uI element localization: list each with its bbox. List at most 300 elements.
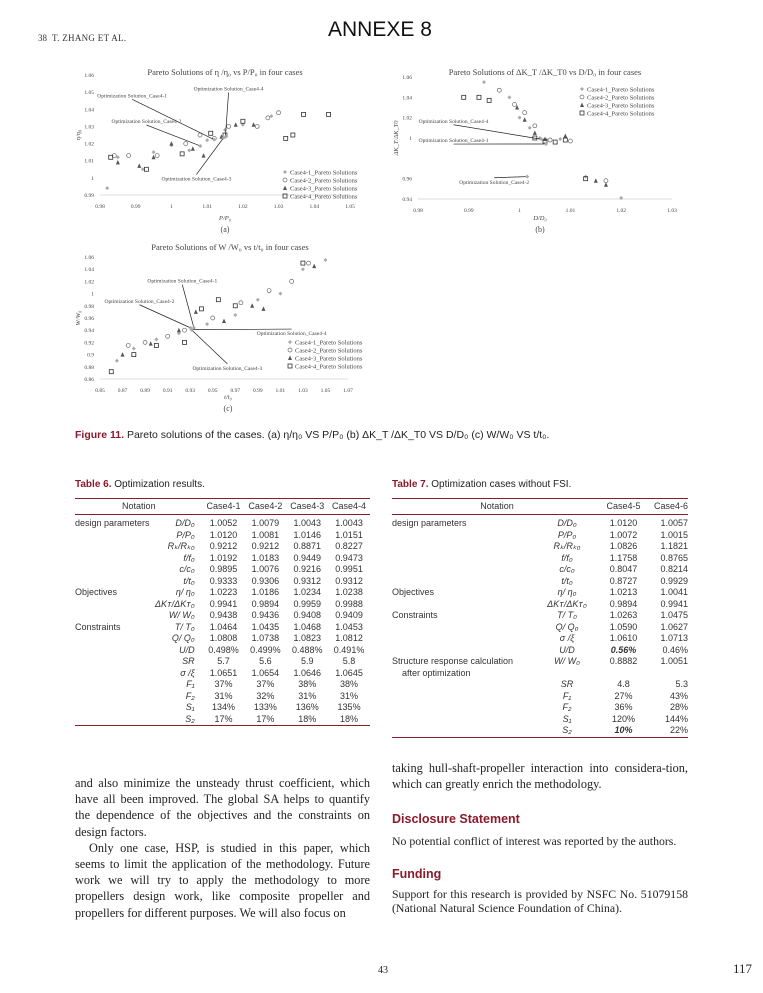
table-cell: 1.0590 [609,621,638,632]
table-row [392,515,688,530]
page-number-right: 117 [733,961,753,976]
annotation-label: Optimization Solution_Case4-3 [192,365,263,372]
table-cell: 1.0475 [660,610,688,620]
table-cell: 1.0015 [660,529,688,540]
data-point [277,111,281,115]
x-tick-label: 1.05 [345,204,355,210]
row-group [75,576,155,588]
table-cell: 1.0120 [609,518,638,528]
table-cell: 1.0713 [660,633,688,643]
data-point [132,353,136,357]
table-cell: 5.9 [300,656,314,666]
data-point [533,124,537,128]
legend-marker [288,340,292,344]
data-point [507,95,511,99]
legend-entry: Case4-4_Pareto Solutions [295,363,363,371]
data-point [180,152,184,156]
table-cell: 38% [298,679,317,689]
table-cell: 0.8214 [660,564,688,574]
table-cell: 1.0041 [660,587,688,597]
data-point [553,140,557,144]
row-group [75,610,155,622]
table-row [392,553,688,565]
table-cell: 5.3 [675,679,688,689]
row-notation: U/D [559,644,575,655]
table-cell: 18% [298,713,317,724]
table7-title [392,479,571,490]
table-row [75,679,370,691]
data-point [187,148,191,152]
table-cell: 1.0052 [209,518,238,528]
table-cell: 0.9306 [251,575,280,586]
row-group [392,564,532,576]
data-point [518,116,522,120]
row-group [75,599,155,611]
y-tick-label: 0.92 [84,340,94,347]
data-point [290,279,294,283]
row-group [75,541,155,553]
data-point [127,154,131,158]
legend-marker [580,111,584,115]
row-group [75,564,155,576]
paragraph: and also minimize the unsteady thrust coefficient, which have all been improved. The global SA helps to quantify the dependence of the objectives and the constraints on design factors. [75,776,370,839]
row-notation: f/f₀ [561,552,573,563]
row-notation: σ /ξ [559,633,575,643]
legend-marker [580,87,584,91]
body-text-right [392,760,688,915]
y-tick-label: 1 [409,136,412,142]
legend-entry: Case4-3_Pareto Solutions [290,185,358,193]
row-notation: F₁ [562,690,572,701]
x-tick-label: 0.91 [162,388,173,394]
row-notation: σ /ξ [180,667,195,678]
data-point [233,304,237,308]
table-row [392,610,688,622]
x-tick-label: 1.05 [320,388,331,394]
data-point [477,95,481,99]
data-point [487,98,491,102]
legend-marker [283,194,287,198]
table-cell: 0.9409 [335,610,363,620]
legend-marker [288,356,292,361]
y-tick-label: 0.88 [84,364,94,371]
row-notation: P/P₀ [176,529,195,540]
data-point [252,122,256,127]
x-tick-label: 1.04 [309,204,320,210]
table-cell: 0.9941 [660,598,688,609]
data-point [202,153,206,158]
table-cell: 0.9436 [251,610,280,620]
table-cell: 120% [611,713,636,724]
legend-marker [283,170,287,174]
data-point [154,337,158,341]
table-cell: 0.8871 [293,541,321,551]
table-row [392,587,688,599]
annotation-label: Optimization Solution_Case4-4 [418,118,489,125]
x-tick-label: 1.03 [273,204,284,210]
page-number-header: 38 [38,33,47,43]
y-tick-label: 0.98 [84,303,94,310]
running-head: T. ZHANG ET AL. [52,33,127,43]
table-cell: 1.0120 [209,529,238,540]
row-group [392,691,532,703]
y-axis-label: W/W₀ [75,310,82,326]
table-cell: 0.8765 [660,552,688,563]
legend-entry: Case4-4_Pareto Solutions [587,110,655,118]
table-cell: 0.9894 [251,598,280,609]
data-point [239,301,243,305]
data-point [152,150,156,154]
row-group: Objectives [392,587,435,597]
row-group [75,714,155,726]
x-tick-label: 0.97 [230,388,241,394]
table-row [75,515,370,530]
table-row [75,610,370,622]
data-point [191,146,195,151]
table-cell: 0.9312 [335,575,363,586]
x-tick-label: 0.98 [413,208,423,214]
table-cell: 1.0826 [609,541,638,551]
y-tick-label: 1.04 [84,267,94,274]
table-cell: 1.0183 [251,552,280,563]
data-point [604,182,608,187]
row-group [392,633,532,645]
row-notation: Rₖ/Rₖ₀ [553,541,581,551]
paragraph: Only one case, HSP, is studied in this paper, which seems to limit the application of the methodology. Future work we will try to apply the methodology to more propellers design work, like composite propeller and propellers for different purposes. We will also focus on [75,840,370,920]
table-row [75,668,370,680]
table-cell: 1.0651 [209,667,238,678]
page-number-center: 43 [378,965,388,976]
data-point [267,289,271,293]
table-cell: 1.0645 [335,667,363,678]
table-cell: 0.498% [208,644,239,655]
data-point [604,179,608,183]
table-cell: 17% [214,713,233,724]
data-point [121,352,125,357]
table-cell: 31% [340,690,359,701]
table-row [75,553,370,565]
annotation-label: Optimization Solution_Case4-1 [418,138,489,145]
table-row [392,702,688,714]
disclosure-text: No potential conflict of interest was reported by the authors. [392,833,677,848]
data-point [199,307,203,311]
table-cell: 1.0076 [251,564,280,574]
table-row [392,679,688,691]
data-point [216,298,220,302]
table-cell: 0.9449 [293,552,321,563]
y-tick-label: 1.05 [84,90,94,97]
table-cell: 1.0823 [293,633,321,643]
table-cell: 1.0627 [660,621,688,632]
row-notation: Rₖ/Rₖ₀ [167,541,195,551]
table-cell: 1.0453 [335,621,363,632]
table-cell: 5.8 [342,656,356,666]
optimal-point [544,142,548,146]
annotation-arrow [182,285,194,328]
data-point [302,112,306,116]
data-point [250,303,254,308]
table-cell: 5.6 [259,656,272,666]
table-row [75,587,370,599]
row-notation: D/D₀ [557,518,577,528]
row-group [75,691,155,703]
table-cell: 0.8047 [609,564,638,574]
table-row [75,564,370,576]
column-header: Notation [480,500,514,511]
row-notation: Q/ Q₀ [171,633,195,643]
row-notation: c/c₀ [559,564,575,574]
y-tick-label: 1.06 [84,73,94,79]
x-tick-label: 0.99 [130,204,141,210]
x-tick-label: 1.01 [275,388,286,394]
table-cell: 0.56% [610,644,637,655]
data-point [116,160,120,165]
table-row [392,530,688,542]
table-cell: 4.8 [617,679,630,689]
annotation-arrow [139,305,190,328]
x-axis-label: P/P₀ [218,215,232,222]
table-row [392,633,688,645]
table-cell: 22% [669,725,688,735]
row-group: design parameters [392,518,467,528]
y-tick-label: 0.99 [84,193,94,199]
annotation-label: Optimization Solution_Case4-1 [147,278,218,285]
table-cell: 31% [298,690,317,701]
table-cell: 1.0146 [293,529,321,540]
table-cell: 0.8727 [609,575,638,586]
table-row [75,633,370,645]
row-group [392,541,532,553]
row-notation: F₂ [185,690,195,701]
table-cell: 0.9895 [209,564,238,574]
row-group [392,599,532,611]
table-cell: 0.488% [291,644,323,655]
table-cell: 0.9473 [335,552,363,563]
column-header: Case4-2 [248,500,283,511]
table-cell: 0.491% [333,644,365,655]
data-point [194,309,198,314]
table-cell: 0.9951 [335,564,363,574]
table-cell: 1.0610 [609,633,638,643]
data-point [166,334,170,338]
x-tick-label: 1.01 [202,204,212,210]
table-cell: 10% [614,725,633,735]
data-point [497,88,501,92]
table-cell: 1.0043 [335,518,363,528]
row-group [392,714,532,726]
y-tick-label: 0.96 [402,176,412,183]
annotation-arrow [146,125,200,146]
y-tick-label: 1.04 [402,95,412,102]
data-point [323,258,327,262]
table-cell: 0.9408 [293,610,321,620]
row-group [75,702,155,714]
x-tick-label: 0.99 [463,208,474,214]
column-header: Case4-5 [606,500,641,511]
chart-2 [75,242,363,413]
optimal-point [212,138,216,142]
x-tick-label: 1.03 [667,208,677,214]
table-cell: 1.0072 [609,529,638,540]
panel-label: (b) [535,225,545,234]
x-tick-label: 0.93 [185,388,195,394]
funding-text: Support for this research is provided by NSFC No. 51079158 (National Natural Science Foundation of China). [392,887,688,916]
data-point [233,313,237,317]
table-cell: 1.0646 [293,667,321,678]
y-tick-label: 1.03 [84,124,94,131]
row-group [392,530,532,542]
row-group [392,725,532,737]
annotation-label: Optimization Solution_Case4-4 [193,86,264,93]
row-notation: S₁ [562,713,572,724]
x-tick-label: 1.03 [298,388,308,394]
data-point [563,138,567,142]
data-point [568,139,572,143]
column-header: Case4-1 [206,500,241,511]
table-row [75,576,370,588]
x-tick-label: 0.99 [253,388,263,394]
legend-entry: Case4-3_Pareto Solutions [587,102,655,110]
funding-heading: Funding [392,866,442,881]
row-notation: SR [560,679,574,689]
table-row [392,656,688,668]
annotation-label: Optimization Solution_Case4-3 [161,176,232,183]
table-row [392,564,688,576]
table-cell: 0.9894 [609,598,638,609]
table-row [75,702,370,714]
legend-marker [580,95,584,99]
y-tick-label: 1.02 [84,279,94,286]
row-group [75,530,155,542]
table-cell: 43% [669,690,688,701]
x-tick-label: 0.87 [117,388,128,394]
table-cell: 0.9438 [209,610,238,620]
data-point [183,328,187,332]
y-tick-label: 0.96 [84,316,94,322]
row-notation: t/t₀ [561,575,573,586]
row-group [392,679,532,691]
table-optimization-results [75,498,370,726]
row-group [392,702,532,714]
data-point [169,141,173,146]
row-group: Constraints [75,621,121,632]
row-notation: P/P₀ [557,529,577,540]
annotation-label: Optimization Solution_Case4-4 [256,331,327,338]
data-point [234,122,238,127]
data-point [312,264,316,269]
row-notation: W/ W₀ [554,656,580,666]
table-cell: 0.9959 [293,598,321,609]
column-header: Notation [122,500,156,511]
table-cell: 0.8882 [609,656,638,666]
x-tick-label: 1.01 [565,208,576,214]
legend-entry: Case4-1_Pareto Solutions [290,169,358,177]
table-row [392,725,688,737]
figure-label: Figure 11. [75,429,125,441]
x-tick-label: 1 [518,208,521,214]
legend-marker [283,186,287,191]
table-cell: 1.0079 [251,518,280,528]
row-notation: f/f₀ [183,552,195,563]
row-group [75,645,155,657]
data-point [327,112,331,116]
table-cell: 1.0186 [251,587,280,597]
table-cell: 36% [614,702,633,712]
data-point [211,316,215,320]
table7-label: Table 7. [392,479,429,490]
table-cell: 0.499% [250,644,281,655]
data-point [105,186,109,190]
x-tick-label: 1.07 [343,388,353,394]
row-notation: ΔKᴛ/ΔKᴛ₀ [547,598,587,609]
data-point [177,328,181,333]
data-point [558,137,562,141]
legend-entry: Case4-2_Pareto Solutions [587,94,655,102]
y-tick-label: 1.06 [84,255,94,261]
y-axis-label: η/η₀ [75,129,82,141]
table-cell [645,668,688,680]
y-tick-label: 1.01 [84,158,94,165]
table-cell: 0.9929 [660,575,688,586]
data-point [513,102,517,106]
table-row [392,541,688,553]
table-cell: 0.9212 [251,541,280,551]
data-point [523,111,527,115]
annex-title: ANNEXE 8 [328,18,432,41]
chart-title: Pareto Solutions of ΔK_T /ΔK_T0 vs D/D₀ in four cases [448,67,642,77]
row-notation: D/D₀ [175,518,195,528]
data-point [256,298,260,302]
table6-title [75,479,205,490]
row-notation [532,668,602,680]
table-cell: 32% [256,690,275,701]
table-cell: 1.1821 [660,541,688,551]
body-text-left [75,775,370,921]
row-notation: Q/ Q₀ [555,621,579,632]
chart-title: Pareto Solutions of η /η₀ vs P/P₀ in four cases [147,67,303,77]
table-cell: 37% [256,679,275,689]
row-notation: T/ T₀ [174,621,195,632]
row-group [392,576,532,588]
table-cell: 1.0151 [335,529,363,540]
table-cell: 0.9212 [209,541,238,551]
y-tick-label: 0.9 [87,352,94,359]
data-point [132,347,136,351]
row-notation: ΔKᴛ/ΔKᴛ₀ [155,598,195,609]
disclosure-heading: Disclosure Statement [392,812,520,827]
column-header: Case4-6 [653,500,688,511]
table-row [392,576,688,588]
x-tick-label: 0.95 [207,388,218,394]
data-point [533,130,537,135]
data-point [548,138,552,142]
row-group [392,622,532,634]
table7-caption: Optimization cases without FSI. [431,479,572,490]
row-group [75,553,155,565]
annotation-arrow [192,330,228,364]
legend-entry: Case4-4_Pareto Solutions [290,193,358,201]
column-header: Case4-3 [290,500,325,511]
row-group [392,645,532,657]
panel-label: (c) [223,404,233,413]
legend-entry: Case4-2_Pareto Solutions [295,347,363,355]
paragraph: taking hull-shaft-propeller interaction into considera-tion, which can greatly enrich the methodology. [392,761,688,792]
table-cell: 0.9216 [293,564,321,574]
data-point [126,343,130,347]
table-row [392,622,688,634]
x-tick-label: 1.02 [616,208,627,214]
row-notation: S₂ [185,713,195,724]
